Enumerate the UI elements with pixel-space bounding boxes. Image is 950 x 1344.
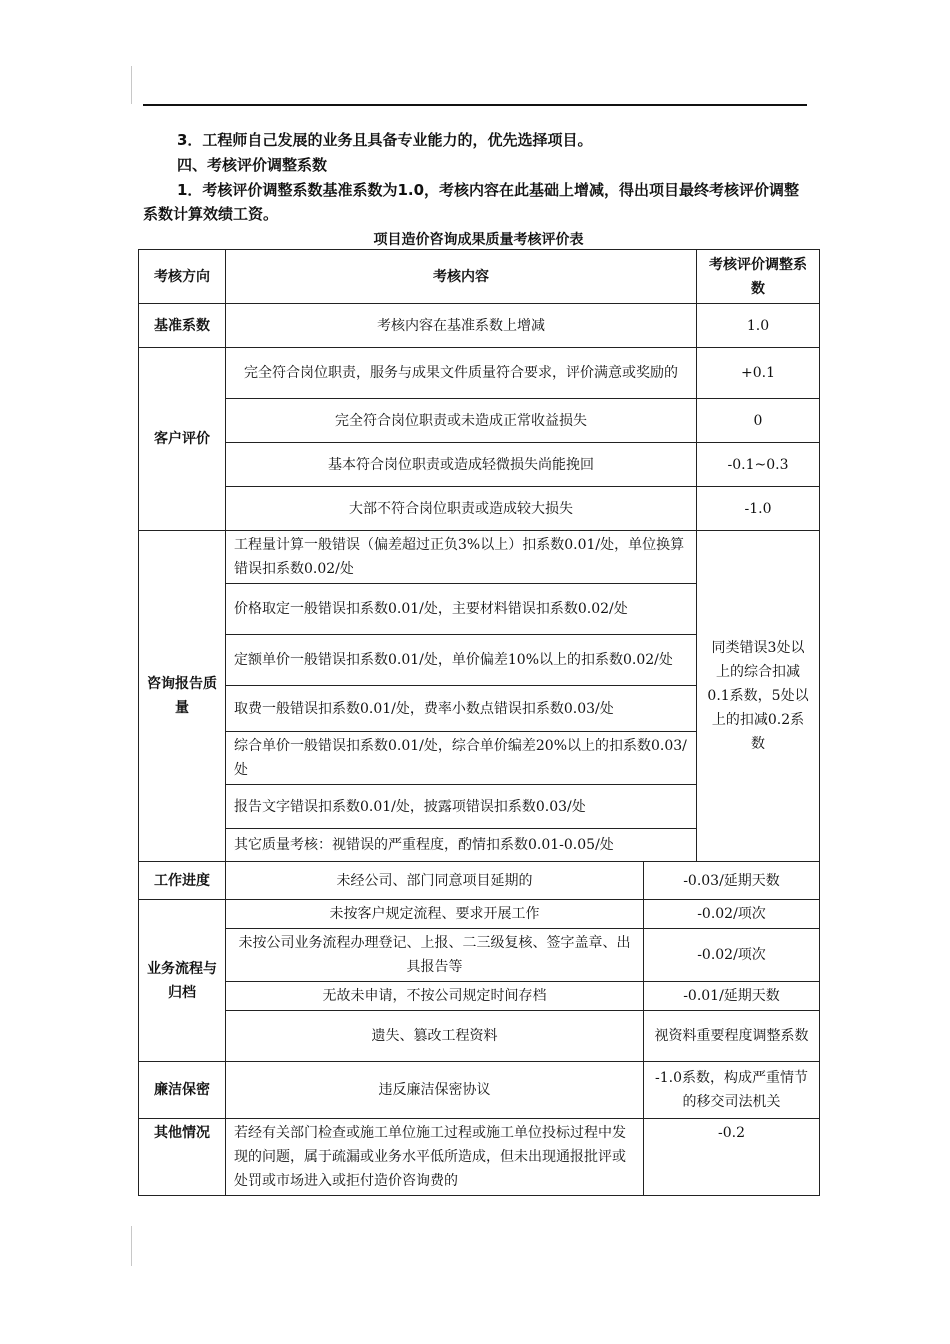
coef-cell: -1.0系数，构成严重情节的移交司法机关	[644, 1062, 820, 1119]
coef-cell: 视资料重要程度调整系数	[644, 1011, 820, 1062]
content-cell: 价格取定一般错误扣系数0.01/处，主要材料错误扣系数0.02/处	[226, 584, 697, 635]
coef-cell: 0	[697, 399, 820, 443]
direction-report: 咨询报告质量	[139, 531, 226, 862]
content-cell: 未按客户规定流程、要求开展工作	[226, 900, 644, 929]
table-row	[139, 443, 820, 487]
direction-other: 其他情况	[139, 1119, 226, 1196]
coef-cell: -0.01/延期天数	[644, 982, 820, 1011]
table-row	[139, 1011, 820, 1062]
table-header-row	[139, 250, 820, 304]
content-base: 考核内容在基准系数上增减	[226, 304, 697, 348]
coef-cell: -0.03/延期天数	[644, 862, 820, 900]
table-row-progress	[139, 862, 820, 900]
coef-cell: -1.0	[697, 487, 820, 531]
coef-cell: -0.2	[644, 1119, 820, 1196]
table-row	[139, 348, 820, 399]
section-heading: 四、考核评价调整系数	[177, 156, 328, 174]
table-title: 项目造价咨询成果质量考核评价表	[373, 232, 584, 248]
direction-customer: 客户评价	[139, 348, 226, 531]
direction-process: 业务流程与归档	[139, 900, 226, 1062]
header-rule	[143, 104, 807, 106]
direction-integrity: 廉洁保密	[139, 1062, 226, 1119]
content-cell: 综合单价一般错误扣系数0.01/处，综合单价编差20%以上的扣系数0.03/处	[226, 732, 697, 785]
evaluation-table	[138, 249, 820, 1196]
content-cell: 定额单价一般错误扣系数0.01/处，单价偏差10%以上的扣系数0.02/处	[226, 635, 697, 686]
content-cell: 完全符合岗位职责，服务与成果文件质量符合要求，评价满意或奖励的	[226, 348, 697, 399]
content-cell: 未按公司业务流程办理登记、上报、二三级复核、签字盖章、出具报告等	[226, 929, 644, 982]
table-row	[139, 487, 820, 531]
table-row	[139, 531, 820, 584]
header-coefficient: 考核评价调整系数	[697, 250, 820, 304]
header-content: 考核内容	[226, 250, 697, 304]
header-direction: 考核方向	[139, 250, 226, 304]
content-cell: 违反廉洁保密协议	[226, 1062, 644, 1119]
table-row	[139, 399, 820, 443]
table-row	[139, 982, 820, 1011]
content-cell: 无故未申请，不按公司规定时间存档	[226, 982, 644, 1011]
content-cell: 取费一般错误扣系数0.01/处，费率小数点错误扣系数0.03/处	[226, 686, 697, 732]
content-cell: 工程量计算一般错误（偏差超过正负3%以上）扣系数0.01/处，单位换算错误扣系数0.02/处	[226, 531, 697, 584]
margin-line-top	[131, 66, 132, 104]
coef-cell: -0.02/项次	[644, 929, 820, 982]
table-row-other	[139, 1119, 820, 1196]
direction-progress: 工作进度	[139, 862, 226, 900]
content-cell: 其它质量考核：视错误的严重程度，酌情扣系数0.01-0.05/处	[226, 829, 697, 862]
content-cell: 基本符合岗位职责或造成轻微损失尚能挽回	[226, 443, 697, 487]
coef-cell: -0.1~0.3	[697, 443, 820, 487]
paragraph-base-coefficient: 1．考核评价调整系数基准系数为1.0，考核内容在此基础上增减，得出项目最终考核评价调整系数计算效绩工资。	[143, 181, 800, 223]
coef-cell: -0.02/项次	[644, 900, 820, 929]
table-row-integrity	[139, 1062, 820, 1119]
table-row-base	[139, 304, 820, 348]
content-cell: 未经公司、部门同意项目延期的	[226, 862, 644, 900]
content-cell: 大部不符合岗位职责或造成较大损失	[226, 487, 697, 531]
coef-report: 同类错误3处以上的综合扣减0.1系数，5处以上的扣减0.2系数	[697, 531, 820, 862]
paragraph-priority-selection: 3．工程师自己发展的业务且具备专业能力的，优先选择项目。	[177, 131, 593, 149]
content-cell: 若经有关部门检查或施工单位施工过程或施工单位投标过程中发现的问题，属于疏漏或业务水平低所造成，但未出现通报批评或处罚或市场进入或拒付造价咨询费的	[226, 1119, 644, 1196]
content-cell: 遗失、篡改工程资料	[226, 1011, 644, 1062]
coef-base: 1.0	[697, 304, 820, 348]
coef-cell: +0.1	[697, 348, 820, 399]
direction-base: 基准系数	[139, 304, 226, 348]
content-cell: 报告文字错误扣系数0.01/处，披露项错误扣系数0.03/处	[226, 785, 697, 829]
table-row	[139, 900, 820, 929]
margin-line-bottom	[131, 1226, 132, 1266]
content-cell: 完全符合岗位职责或未造成正常收益损失	[226, 399, 697, 443]
table-row	[139, 929, 820, 982]
